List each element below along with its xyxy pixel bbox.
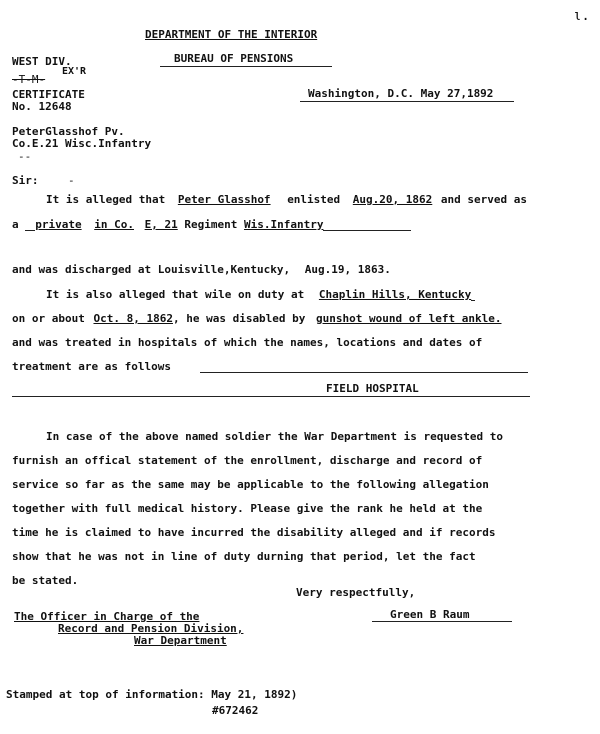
soldier-unit: Co.E.21 Wisc.Infantry (12, 137, 152, 150)
salutation-dash: - (68, 174, 75, 187)
certificate-label: CERTIFICATE (12, 88, 85, 101)
closing-respectfully: Very respectfully, (296, 586, 416, 599)
hospital-name: FIELD HOSPITAL (326, 382, 419, 395)
soldier-name-rank: PeterGlasshof Pv. (12, 125, 125, 138)
alleged-intro: It is alleged that (46, 193, 166, 206)
rank: private (35, 218, 82, 231)
division-label: WEST DIV. (12, 55, 72, 68)
injury-description: gunshot wound of left ankle. (316, 312, 502, 325)
treatment-label: treatment are as follows (12, 360, 171, 373)
dateline: Washington, D.C. May 27,1892 (308, 87, 494, 100)
certificate-number: No. 12648 (12, 100, 72, 113)
stamped-note: Stamped at top of information: May 21, 1892) (6, 688, 298, 701)
bureau-heading: BUREAU OF PENSIONS (174, 52, 294, 65)
salutation: Sir: (12, 174, 39, 187)
paragraph2-line1 (46, 288, 475, 301)
duty-place: Chaplin Hills, Kentucky (318, 288, 472, 301)
paragraph1-line1 (46, 193, 527, 206)
on-about-text: on or about (12, 312, 85, 325)
bureau-underline (160, 66, 332, 67)
duty-intro: It is also alleged that wile on duty at (46, 288, 305, 301)
discharge-date: Aug.19, 1863. (304, 263, 391, 276)
injury-date: Oct. 8, 1862 (93, 312, 173, 325)
enlist-date: Aug.20, 1862 (352, 193, 433, 206)
addressee-line-2: Record and Pension Division, (58, 622, 244, 635)
examiner-code: EX'R (62, 66, 87, 77)
regiment-text: Regiment (184, 218, 238, 231)
request-line-7: be stated. (12, 574, 79, 587)
company: E, 21 (144, 218, 178, 231)
hospital-line (12, 396, 530, 397)
addressee-line-3: War Department (134, 634, 227, 647)
treated-line: and was treated in hospitals of which the names, locations and dates of (12, 336, 483, 349)
signature-line (372, 621, 512, 622)
request-line-4: together with full medical history. Please give the rank he held at the (12, 502, 483, 515)
request-line-2: furnish an offical statement of the enrollment, discharge and record of (12, 454, 483, 467)
paragraph2-line2 (12, 312, 501, 325)
discharge-text: and was discharged at Louisville,Kentucky, (12, 263, 291, 276)
served-text: and served as (440, 193, 527, 206)
a-text: a (12, 218, 19, 231)
signer-name: Green B Raum (390, 608, 470, 621)
request-line-5: time he is claimed to have incurred the disability alleged and if records (12, 526, 496, 539)
request-line-1: In case of the above named soldier the War Department is requested to (46, 430, 503, 443)
department-heading: DEPARTMENT OF THE INTERIOR (145, 28, 318, 41)
addressee-line-1: The Officer in Charge of the (14, 610, 200, 623)
corner-mark: ι. (573, 8, 590, 24)
disabled-by-text: , he was disabled by (172, 312, 306, 325)
in-co-text: in Co. (94, 218, 134, 231)
request-line-3: service so far as the same may be applicable to the following allegation (12, 478, 489, 491)
regiment: Wis.Infantry (243, 218, 324, 231)
request-line-6: show that he was not in line of duty durning that period, let the fact (12, 550, 476, 563)
paragraph1-line2 (12, 218, 411, 231)
soldier-name: Peter Glasshof (177, 193, 271, 206)
tm-mark: -T-M- (12, 73, 46, 86)
enlisted-text: enlisted (287, 193, 341, 206)
paragraph1-line3 (12, 263, 391, 276)
dateline-underline (300, 101, 514, 102)
treatment-line (200, 372, 528, 373)
document-number: #672462 (212, 704, 259, 717)
left-dash: -- (18, 150, 32, 163)
